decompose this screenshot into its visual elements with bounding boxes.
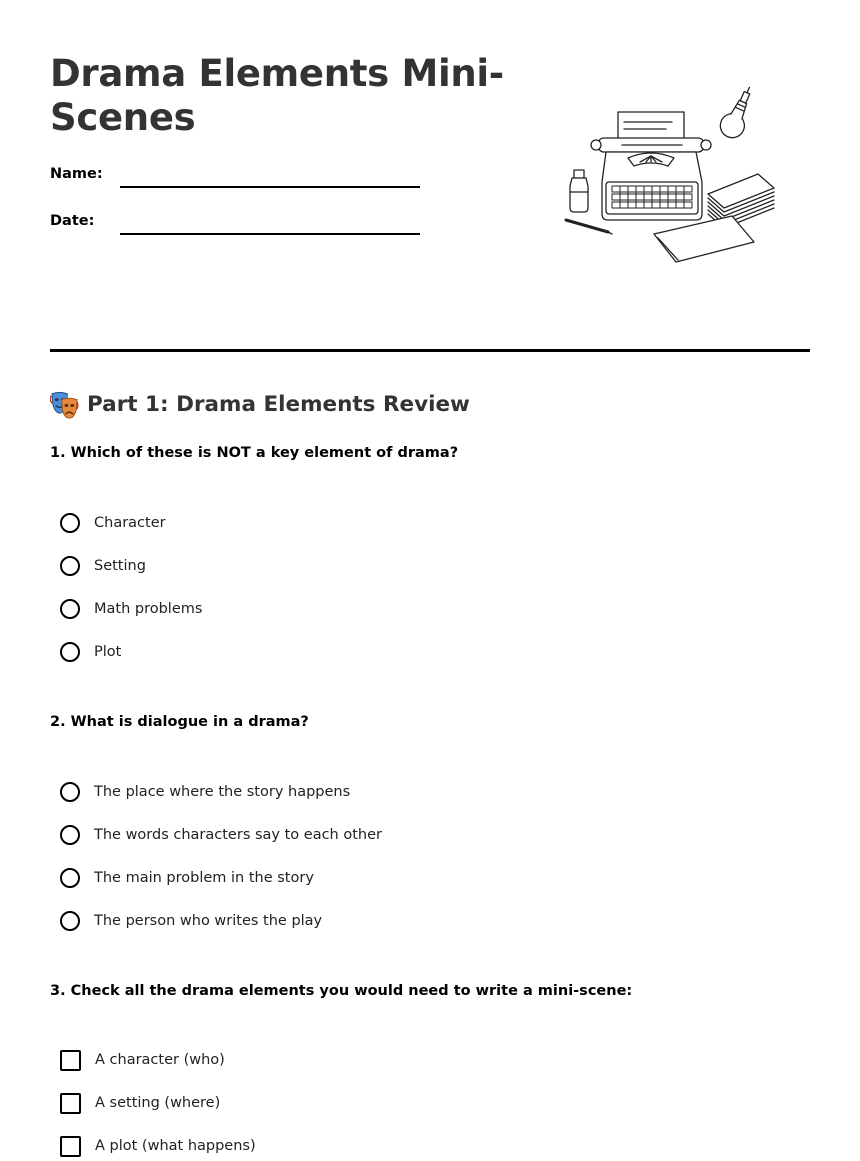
q1-option-2[interactable] <box>60 554 146 578</box>
option-label: Character <box>94 515 166 531</box>
part1-heading-text: Part 1: Drama Elements Review <box>87 391 470 417</box>
page-title: Drama Elements Mini-Scenes <box>50 52 504 139</box>
option-label: A plot (what happens) <box>95 1138 256 1154</box>
radio-button[interactable] <box>60 868 80 888</box>
radio-button[interactable] <box>60 911 80 931</box>
checkbox[interactable] <box>60 1050 81 1071</box>
question-2: 2. What is dialogue in a drama? <box>50 714 309 730</box>
radio-button[interactable] <box>60 782 80 802</box>
radio-button[interactable] <box>60 599 80 619</box>
option-label: Math problems <box>94 601 203 617</box>
q1-option-1[interactable] <box>60 511 166 535</box>
checkbox[interactable] <box>60 1093 81 1114</box>
checkbox[interactable] <box>60 1136 81 1157</box>
typewriter-writing-desk-icon <box>562 82 794 274</box>
theater-masks-icon <box>50 390 79 419</box>
option-label: The place where the story happens <box>94 784 351 800</box>
part1-heading <box>50 388 470 420</box>
q3-option-2[interactable] <box>60 1091 220 1115</box>
q1-option-3[interactable] <box>60 597 202 621</box>
option-label: A character (who) <box>95 1052 225 1068</box>
radio-button[interactable] <box>60 513 80 533</box>
q3-option-1[interactable] <box>60 1048 225 1072</box>
section-divider <box>50 349 810 352</box>
question-3: 3. Check all the drama elements you would need to write a mini-scene: <box>50 983 633 999</box>
q1-option-4[interactable] <box>60 640 121 664</box>
name-field[interactable] <box>120 186 420 188</box>
date-label: Date: <box>50 213 95 229</box>
q2-option-4[interactable] <box>60 909 322 933</box>
option-label: A setting (where) <box>95 1095 221 1111</box>
option-label: The main problem in the story <box>94 870 314 886</box>
radio-button[interactable] <box>60 556 80 576</box>
option-label: Setting <box>94 558 146 574</box>
option-label: Plot <box>94 644 122 660</box>
date-field[interactable] <box>120 233 420 235</box>
name-label: Name: <box>50 166 103 182</box>
option-label: The person who writes the play <box>94 913 323 929</box>
radio-button[interactable] <box>60 642 80 662</box>
q2-option-1[interactable] <box>60 780 350 804</box>
question-1: 1. Which of these is NOT a key element of drama? <box>50 445 459 461</box>
q2-option-3[interactable] <box>60 866 314 890</box>
q2-option-2[interactable] <box>60 823 382 847</box>
radio-button[interactable] <box>60 825 80 845</box>
option-label: The words characters say to each other <box>94 827 382 843</box>
q3-option-3[interactable] <box>60 1134 256 1158</box>
